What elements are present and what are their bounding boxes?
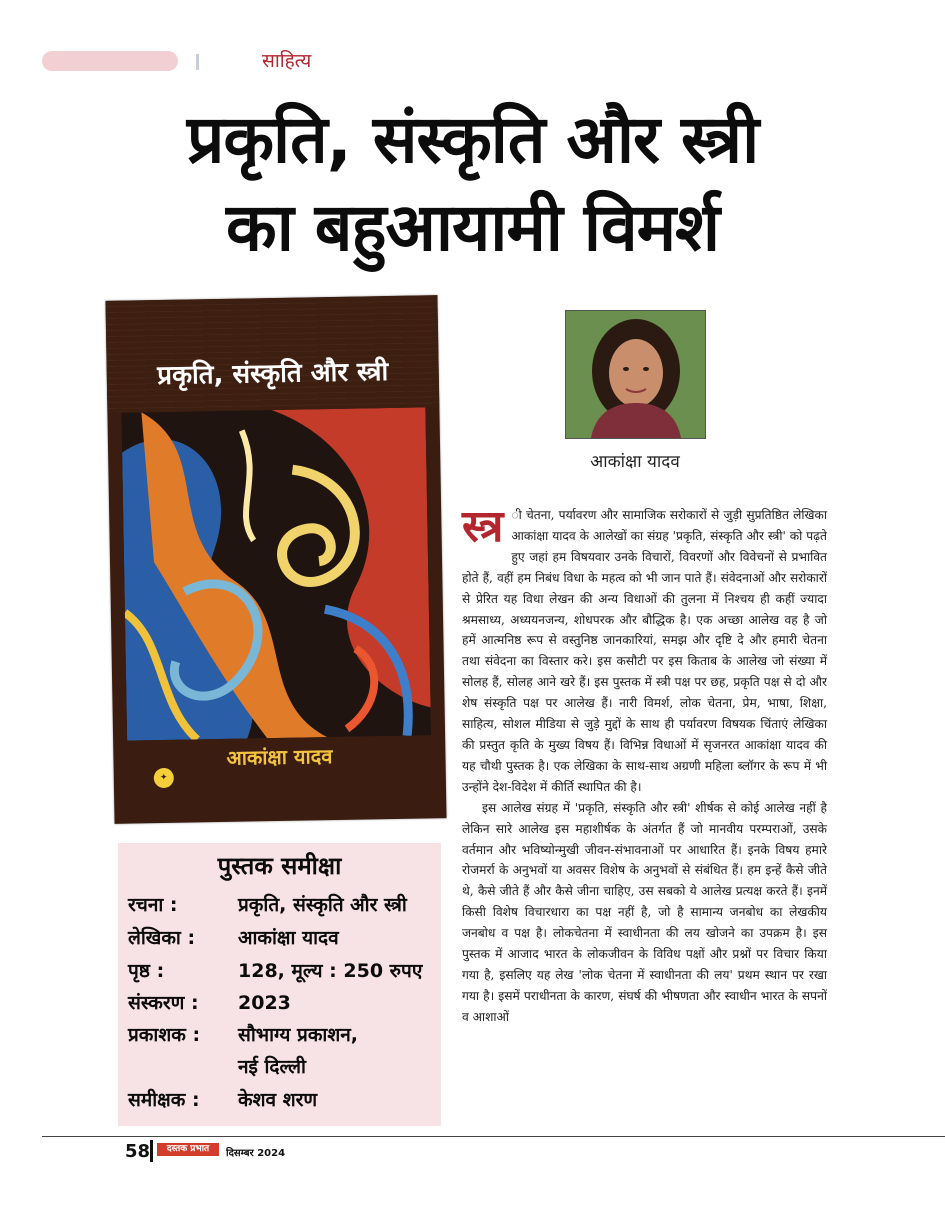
review-value: नई दिल्ली [238,1056,306,1078]
issue-date: दिसम्बर 2024 [226,1148,286,1159]
review-row [128,891,407,917]
cover-author: आकांक्षा यादव [226,744,333,770]
headline-line-1: प्रकृति, संस्कृति और स्त्री [186,101,759,178]
review-info-box [118,843,441,1126]
review-row [128,989,291,1015]
review-row [128,1021,358,1047]
footer-divider [150,1140,153,1162]
author-photo-caption: आकांक्षा यादव [590,452,680,472]
review-box-title: पुस्तक समीक्षा [217,852,342,880]
review-key: रचना : [128,894,178,916]
article-paragraph-1-text: ी चेतना, पर्यावरण और सामाजिक सरोकारों से जुड़ी सुप्रतिष्ठित लेखिका आकांक्षा यादव के आलेखों का संग्रह 'प्रकृति, संस्कृति और स्त्री' को पढ़ते हुए जहां हम विषयवार उनके विचारों, विवरणों और विवेचनों से प्रभावित होते हैं, वहीं हम निबंध विधा के महत्व को भी जान पाते हैं। संवेदनाओं और सरोकारों से प्रेरित यह विधा लेखन की अन्य विधाओं की तुलना में निश्चय ही कहीं ज्यादा श्रमसाध्य, अध्ययनजन्य, शोधपरक और बौद्धिक है। एक अच्छा आलेख वह है जो हमें आत्मनिष्ठ रूप से वस्तुनिष्ठ जानकारियां, समझ और दृष्टि दे और हमारी चेतना तथा संवेदना का विस्तार करे। इस कसौटी पर इस किताब के आलेख जो संख्या में सोलह हैं, सोलह आने खरे हैं। इस पुस्तक में स्त्री पक्ष पर छह, प्रकृति पक्ष से दो और शेष संस्कृति पक्ष पर आलेख हैं। नारी विमर्श, लोक चेतना, प्रेम, भाषा, शिक्षा, साहित्य, सोशल मीडिया से जुड़े मुद्दों के साथ ही पर्यावरण विषयक चिंताएं लेखिका की प्रस्तुत कृति के मुख्य विषय हैं। विभिन्न विधाओं में सृजनरत आकांक्षा यादव की यह चौथी पुस्तक है। एक लेखिका के साथ-साथ अग्रणी महिला ब्लॉगर के रूप में भी उन्होंने देश-विदेश में कीर्ति स्थापित की है। [462,508,827,794]
review-key: संस्करण : [128,992,199,1014]
drop-cap: स्त्र [462,501,504,552]
header-divider [196,54,199,70]
review-key: पृष्ठ : [128,960,165,982]
headline-line-2: का बहुआयामी विमर्श [226,189,719,266]
review-value: सौभाग्य प्रकाशन, [238,1024,359,1046]
author-portrait-icon [566,311,705,438]
review-row [128,924,339,950]
author-photo [565,310,706,439]
review-value: 2023 [238,992,291,1014]
review-key: समीक्षक : [128,1089,200,1111]
article-paragraph-2: इस आलेख संग्रह में 'प्रकृति, संस्कृति और स्त्री' शीर्षक से कोई आलेख नहीं है लेकिन सारे आलेख इस महाशीर्षक के अंतर्गत हैं जो मानवीय परम्पराओं, उसके वर्तमान और भविष्योन्मुखी जीवन-संभावनाओं पर आधारित हैं। इनके विषय हमारे रोजमर्रा के अनुभवों या अवसर विशेष के अनुभवों से संबंधित हैं। हम इन्हें कैसे जीते थे, कैसे जीते हैं और कैसे जीना चाहिए, उस सबको ये आलेख प्रत्यक्ष करते हैं। इनमें किसी विशेष विचारधारा का पक्ष नहीं है, जो है सामान्य जनबोध का लेखकीय जनबोध व पक्ष है। लोकचेतना में स्वाधीनता की लय खोजने का उपक्रम है। इस पुस्तक में आजाद भारत के लोकजीवन के विविध पक्षों और प्रश्नों पर विचार किया गया है, इसलिए यह लेख 'लोक चेतना में स्वाधीनता की लय' प्रथम स्थान पर रखा गया है। इसमें पराधीनता के कारण, संघर्ष की भीषणता और स्वाधीन भारत के सपनों व आशाओं [462,800,827,1024]
header-pill-decoration [42,51,178,71]
review-value: प्रकृति, संस्कृति और स्त्री [238,894,407,916]
review-value: केशव शरण [238,1089,318,1111]
cover-artwork [121,407,431,740]
section-label: साहित्य [262,50,312,72]
cover-title: प्रकृति, संस्कृति और स्त्री [157,357,389,392]
review-row [128,957,422,983]
footer-rule [42,1136,945,1137]
review-row [128,1053,306,1079]
review-row [128,1086,317,1112]
review-key: लेखिका : [128,927,196,949]
headline [60,96,885,272]
article-body [462,501,827,1028]
publisher-logo-icon: ✦ [154,768,174,788]
review-key: प्रकाशक : [128,1024,201,1046]
page-number: 58 [125,1141,151,1162]
magazine-logo: दस्तक प्रभात [157,1143,219,1156]
book-cover [105,295,446,824]
review-value: आकांक्षा यादव [238,927,339,949]
article-paragraph-1 [462,501,827,798]
review-value: 128, मूल्य : 250 रुपए [238,960,423,982]
